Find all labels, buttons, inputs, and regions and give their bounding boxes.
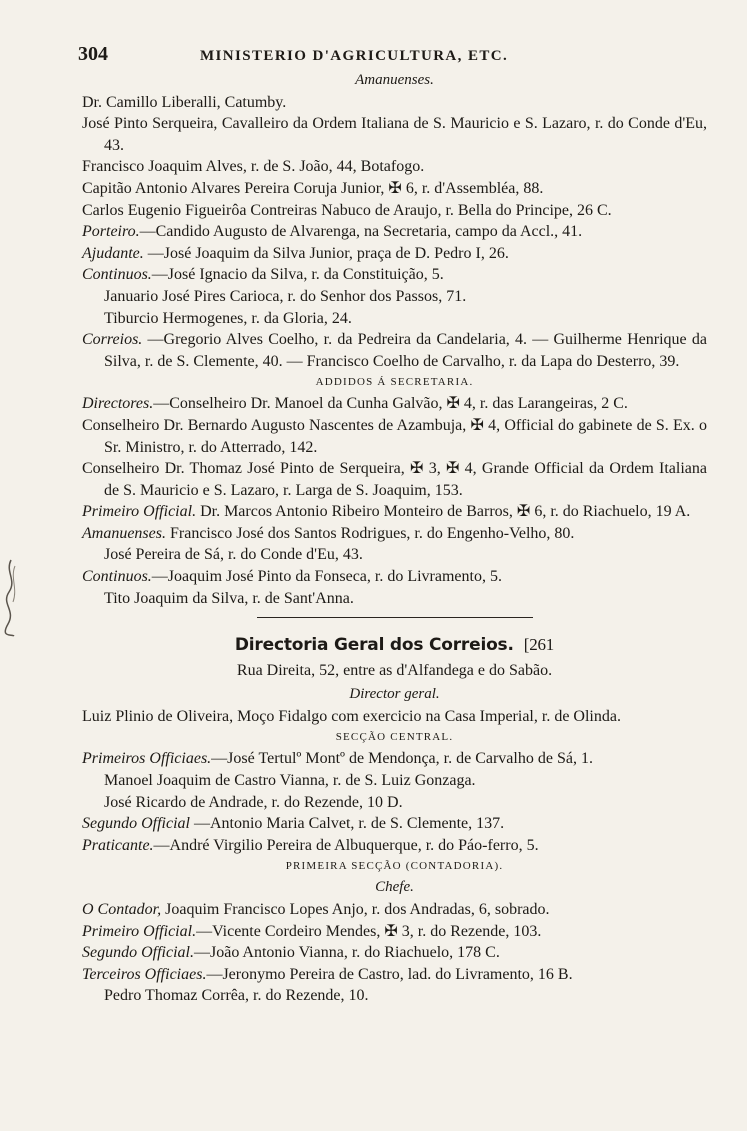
entry: José Pereira de Sá, r. do Conde d'Eu, 43. [104, 546, 363, 564]
entry-segundo-official-2 [82, 942, 707, 964]
text-praticante: —André Virgilio Pereira de Albuquerque, r. do Páo-ferro, 5. [153, 836, 539, 854]
entry: José Ricardo de Andrade, r. do Rezende, 10 D. [104, 793, 403, 811]
entry-primeiro-official [82, 501, 707, 523]
entry: Tito Joaquim da Silva, r. de Sant'Anna. [104, 589, 354, 607]
entry-continuos [82, 264, 707, 286]
text-continuos-2: —Joaquim José Pinto da Fonseca, r. do Livramento, 5. [151, 568, 502, 586]
entry-primeiro-official-2 [82, 921, 707, 943]
text-primeiro-official-2: —Vicente Cordeiro Mendes, ✠ 3, r. do Rezende, 103. [196, 922, 542, 940]
running-title: MINISTERIO D'AGRICULTURA, ETC. [200, 48, 509, 64]
section-correios [82, 632, 707, 1007]
section-address: Rua Direita, 52, entre as d'Alfandega e do Sabão. [236, 662, 553, 680]
entry: Conselheiro Dr. Bernardo Augusto Nascentes de Azambuja, ✠ 4, Official do gabinete de S. Ex. o Sr. Ministro, r. do Atterrado, 142. [82, 416, 707, 456]
text-amanuenses: Francisco José dos Santos Rodrigues, r. do Engenho-Velho, 80. [165, 524, 575, 542]
text-continuos: —José Ignacio da Silva, r. da Constituição, 5. [151, 266, 444, 284]
entry-continuos-2 [82, 566, 707, 588]
heading-seccao-central: SECÇÃO CENTRAL. [335, 731, 454, 744]
label-porteiro: Porteiro. [82, 223, 140, 241]
block-amanuenses [82, 70, 707, 372]
label-directores: Directores. [82, 395, 154, 413]
entry: Conselheiro Dr. Thomaz José Pinto de Serqueira, ✠ 3, ✠ 4, Grande Official da Ordem Italiana de S. Mauricio e S. Lazaro, r. Larga de S. Joaquim, 153. [82, 460, 707, 499]
label-continuos: Continuos. [82, 266, 152, 284]
entry-contador [82, 899, 707, 921]
label-praticante: Praticante. [82, 836, 154, 854]
text-primeiro-official: Dr. Marcos Antonio Ribeiro Monteiro de Barros, ✠ 6, r. do Riachuelo, 19 A. [196, 503, 691, 521]
entry-amanuenses [82, 523, 707, 545]
label-amanuenses: Amanuenses. [82, 524, 166, 542]
entry: Pedro Thomaz Corrêa, r. do Rezende, 10. [104, 987, 369, 1005]
text-primeiros-officiaes: —José Tertulº Montº de Mendonça, r. de Carvalho de Sá, 1. [211, 750, 593, 768]
entry-terceiros-officiaes [82, 964, 707, 986]
entry-ajudante [82, 243, 707, 265]
entry-primeiros-officiaes [82, 748, 707, 770]
text-porteiro: —Candido Augusto de Alvarenga, na Secretaria, campo da Accl., 41. [139, 223, 583, 241]
label-segundo-official: Segundo Official [82, 815, 190, 833]
section-title-text: Directoria Geral dos Correios. [234, 635, 514, 656]
section-number: [261 [523, 635, 555, 655]
text-terceiros-officiaes: —Jeronymo Pereira de Castro, lad. do Livramento, 16 B. [206, 965, 573, 983]
entry-directores [82, 393, 707, 415]
section-title [82, 632, 707, 658]
page-number: 304 [78, 43, 108, 65]
label-terceiros-officiaes: Terceiros Officiaes. [82, 965, 207, 983]
heading-amanuenses: Amanuenses. [355, 72, 434, 88]
text-segundo-official: —Antonio Maria Calvet, r. de S. Clemente, 137. [189, 815, 505, 833]
text-directores: —Conselheiro Dr. Manoel da Cunha Galvão, ✠ 4, r. das Larangeiras, 2 C. [153, 395, 628, 413]
label-correios: Correios. [82, 331, 143, 349]
entry: Francisco Joaquim Alves, r. de S. João, 44, Botafogo. [82, 158, 425, 176]
label-segundo-official-2: Segundo Official. [82, 944, 194, 962]
entry: Dr. Camillo Liberalli, Catumby. [82, 93, 287, 111]
text-segundo-official-2: —João Antonio Vianna, r. do Riachuelo, 178 C. [193, 944, 500, 962]
text-contador: Joaquim Francisco Lopes Anjo, r. dos Andradas, 6, sobrado. [161, 901, 550, 918]
label-continuos-2: Continuos. [82, 568, 152, 586]
entry: Tiburcio Hermogenes, r. da Gloria, 24. [104, 309, 352, 327]
margin-scribble-icon [2, 558, 20, 638]
text-correios: —Gregorio Alves Coelho, r. da Pedreira da Candelaria, 4. — Guilherme Henrique da Silva, r. de S. Clemente, 40. — Francisco Coelho de Carvalho, r. da Lapa do Desterro, 39. [104, 331, 707, 370]
entry: Manoel Joaquim de Castro Vianna, r. de S. Luiz Gonzaga. [104, 772, 476, 790]
heading-addidos: ADDIDOS Á SECRETARIA. [315, 376, 474, 389]
entry-correios [82, 329, 707, 372]
label-contador: O Contador, [82, 901, 162, 918]
entry: Januario José Pires Carioca, r. do Senhor dos Passos, 71. [104, 287, 467, 305]
heading-director-geral: Director geral. [349, 686, 440, 703]
text-ajudante: —José Joaquim da Silva Junior, praça de D. Pedro I, 26. [143, 244, 509, 262]
label-ajudante: Ajudante. [82, 244, 144, 262]
entry: Carlos Eugenio Figueirôa Contreiras Nabuco de Araujo, r. Bella do Principe, 26 C. [82, 201, 612, 219]
label-primeiro-official-2: Primeiro Official. [82, 922, 197, 940]
heading-chefe: Chefe. [375, 879, 414, 896]
entry-segundo-official [82, 813, 707, 835]
entry: José Pinto Serqueira, Cavalleiro da Ordem Italiana de S. Mauricio e S. Lazaro, r. do Conde d'Eu, 43. [82, 115, 707, 154]
entry-porteiro [82, 221, 707, 243]
entry: Capitão Antonio Alvares Pereira Coruja Junior, ✠ 6, r. d'Assembléa, 88. [82, 179, 544, 197]
page-header [78, 43, 707, 70]
section-divider [257, 617, 533, 618]
block-addidos [82, 372, 707, 609]
entry-director-geral: Luiz Plinio de Oliveira, Moço Fidalgo com exercicio na Casa Imperial, r. de Olinda. [82, 707, 621, 725]
label-primeiros-officiaes: Primeiros Officiaes. [82, 750, 212, 768]
label-primeiro-official: Primeiro Official. [82, 503, 197, 521]
heading-contadoria: PRIMEIRA SECÇÃO (CONTADORIA). [285, 860, 504, 873]
entry-praticante [82, 835, 707, 857]
